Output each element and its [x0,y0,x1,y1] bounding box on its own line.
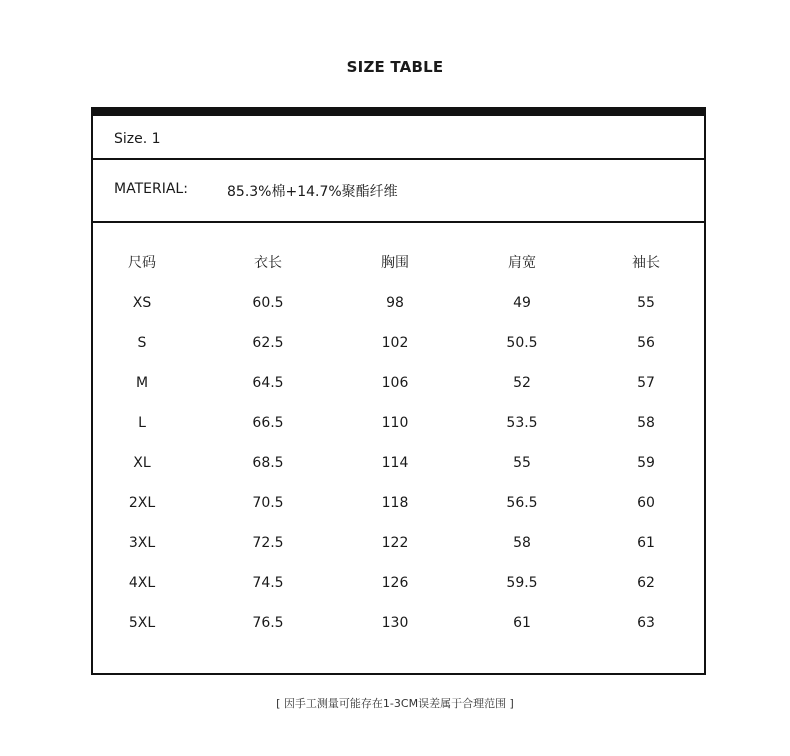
column-header: 胸围 [381,255,409,271]
table-cell: 2XL [128,495,156,511]
table-cell: 102 [381,335,409,351]
table-cell: 56.5 [506,495,538,511]
table-cell: 59 [637,455,655,471]
column-header: 尺码 [128,255,156,271]
table-cell: 60.5 [252,295,284,311]
column-header: 袖长 [632,255,660,271]
table-cell: 61 [637,535,655,551]
table-cell: 68.5 [252,455,284,471]
table-cell: 61 [513,615,531,631]
table-cell: 49 [513,295,531,311]
table-row [93,323,704,363]
table-header-row [93,243,704,283]
table-row [93,443,704,483]
table-row [93,483,704,523]
table-cell: 55 [637,295,655,311]
table-cell: 53.5 [506,415,538,431]
table-cell: 62 [637,575,655,591]
table-row [93,523,704,563]
table-cell: 4XL [128,575,156,591]
table-cell: L [138,415,146,431]
page-title: SIZE TABLE [346,58,444,76]
table-cell: 70.5 [252,495,284,511]
table-cell: 3XL [128,535,156,551]
table-cell: 50.5 [506,335,538,351]
table-cell: 126 [381,575,409,591]
table-cell: 72.5 [252,535,284,551]
table-cell: 62.5 [252,335,284,351]
table-cell: 110 [381,415,409,431]
table-row [93,403,704,443]
table-cell: XS [132,295,152,311]
table-cell: 122 [381,535,409,551]
table-cell: 55 [513,455,531,471]
table-cell: S [137,335,147,351]
table-cell: 5XL [128,615,156,631]
table-row [93,283,704,323]
table-cell: 66.5 [252,415,284,431]
table-cell: XL [133,455,151,471]
material-value: 85.3%棉+14.7%聚酯纤维 [227,184,398,200]
material-row [93,160,704,223]
measurement-note: [ 因手工测量可能存在1-3CM误差属于合理范围 ] [276,697,514,710]
table-cell: 63 [637,615,655,631]
table-cell: 118 [381,495,409,511]
column-header: 衣长 [254,255,282,271]
table-cell: 59.5 [506,575,538,591]
size-label: Size. 1 [114,131,161,147]
table-cell: 57 [637,375,655,391]
size-row [93,116,704,160]
table-row [93,563,704,603]
table-cell: 130 [381,615,409,631]
table-cell: 52 [513,375,531,391]
table-cell: 58 [637,415,655,431]
table-cell: 76.5 [252,615,284,631]
table-cell: 56 [637,335,655,351]
table-row [93,363,704,403]
table-cell: 60 [637,495,655,511]
table-cell: 114 [381,455,409,471]
table-cell: 64.5 [252,375,284,391]
table-cell: 98 [386,295,404,311]
size-table [91,107,706,675]
material-label: MATERIAL: [114,181,188,197]
table-cell: 74.5 [252,575,284,591]
table-row [93,603,704,643]
table-cell: M [135,375,149,391]
column-header: 肩宽 [508,255,536,271]
table-cell: 58 [513,535,531,551]
table-cell: 106 [381,375,409,391]
